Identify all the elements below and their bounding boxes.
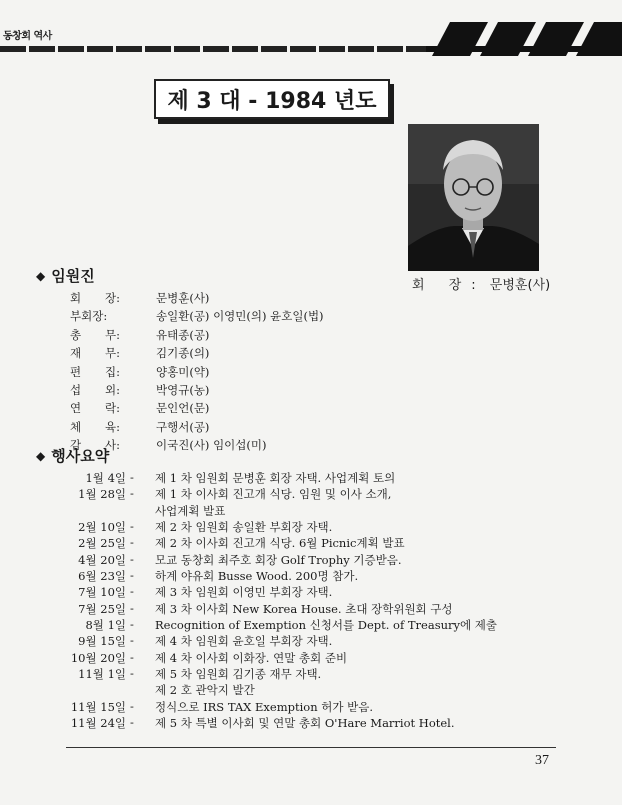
event-dash: - bbox=[130, 584, 134, 599]
event-dash: - bbox=[130, 486, 134, 501]
officer-row bbox=[70, 345, 430, 363]
officer-names: 송일환(공) 이영민(의) 윤호일(법) bbox=[156, 309, 324, 324]
section-label: 동창회 역사 bbox=[3, 31, 52, 42]
event-date: 8월 1일 bbox=[85, 618, 126, 633]
event-date: 4월 20일 bbox=[78, 552, 126, 567]
officer-names: 김기종(의) bbox=[156, 346, 210, 361]
officer-row bbox=[70, 364, 430, 382]
page-header bbox=[0, 0, 622, 70]
caption-name: 문병훈(사) bbox=[489, 278, 551, 293]
event-date: 2월 25일 bbox=[78, 536, 126, 551]
officer-row bbox=[70, 437, 430, 455]
event-date: 11월 15일 bbox=[70, 699, 126, 714]
event-dash: - bbox=[130, 666, 134, 681]
officer-role: 재 무: bbox=[70, 346, 120, 361]
event-description: 제 5 차 특별 이사회 및 연말 총회 O'Hare Marriot Hotel. bbox=[155, 716, 455, 731]
officer-row bbox=[70, 419, 430, 437]
officer-role: 총 무: bbox=[70, 327, 120, 342]
page-number: 37 bbox=[535, 753, 549, 768]
portrait-caption bbox=[412, 274, 550, 293]
officer-row bbox=[70, 290, 430, 308]
event-description: 제 1 차 이사회 진고개 식당. 임원 및 이사 소개, bbox=[155, 487, 392, 502]
officer-role: 연 락: bbox=[70, 401, 120, 416]
event-description: 모교 동창회 최주호 회장 Golf Trophy 기증받음. bbox=[155, 552, 402, 567]
event-dash: - bbox=[130, 715, 134, 730]
officer-role: 감 사: bbox=[70, 438, 120, 453]
event-description: 제 4 차 이사회 이화장. 연말 총회 준비 bbox=[155, 650, 348, 665]
event-description: 제 1 차 임원회 문병훈 회장 자택. 사업계획 토의 bbox=[155, 471, 396, 485]
event-description: 제 4 차 임원회 윤호일 부회장 자택. bbox=[155, 634, 333, 649]
diamond-bullet-icon: ◆ bbox=[36, 268, 46, 283]
event-date: 7월 10일 bbox=[78, 585, 126, 600]
footer-rule bbox=[66, 747, 556, 748]
officer-names: 박영규(농) bbox=[156, 382, 210, 397]
event-dash: - bbox=[130, 551, 134, 566]
event-description: 제 2 호 관악지 발간 bbox=[155, 683, 255, 698]
event-dash: - bbox=[130, 470, 134, 484]
event-dash: - bbox=[130, 535, 134, 550]
officers-heading bbox=[36, 265, 95, 286]
officer-names: 유태종(공) bbox=[156, 327, 210, 342]
event-description: 사업계획 발표 bbox=[155, 503, 226, 518]
header-rule bbox=[0, 46, 435, 52]
officers-heading-label: 임원진 bbox=[51, 267, 95, 285]
events-heading bbox=[36, 445, 109, 466]
event-description: 제 3 차 임원회 이영민 부회장 자택. bbox=[155, 585, 333, 600]
officer-role: 체 육: bbox=[70, 419, 120, 434]
officer-names: 양홍미(약) bbox=[156, 364, 210, 379]
event-date: 6월 23일 bbox=[78, 569, 126, 584]
event-date: 2월 10일 bbox=[78, 520, 126, 535]
event-dash: - bbox=[130, 600, 134, 615]
event-description: 제 5 차 임원회 김기종 재무 자택. bbox=[155, 667, 322, 682]
officer-names: 구행서(공) bbox=[156, 419, 210, 434]
event-date: 11월 1일 bbox=[78, 667, 126, 682]
event-date: 9월 15일 bbox=[78, 634, 126, 649]
header-decoration bbox=[426, 22, 622, 56]
event-dash: - bbox=[130, 519, 134, 534]
officers-list bbox=[70, 290, 430, 456]
event-dash: - bbox=[130, 698, 134, 713]
officer-row bbox=[70, 327, 430, 345]
event-description: Recognition of Exemption 신청서를 Dept. of Treasury에 제출 bbox=[155, 618, 497, 633]
event-description: 제 2 차 임원회 송일환 부회장 자택. bbox=[155, 520, 333, 535]
caption-role: 회 장: bbox=[412, 278, 486, 293]
officer-role: 섭 외: bbox=[70, 382, 120, 397]
event-description: 정식으로 IRS TAX Exemption 허가 받음. bbox=[155, 699, 373, 714]
officer-role: 편 집: bbox=[70, 364, 120, 379]
officer-row bbox=[70, 382, 430, 400]
events-heading-label: 행사요약 bbox=[51, 447, 110, 465]
diamond-bullet-icon: ◆ bbox=[36, 448, 46, 463]
officer-role: 회 장: bbox=[70, 291, 120, 305]
event-dash: - bbox=[130, 633, 134, 648]
event-date: 11월 24일 bbox=[70, 716, 126, 731]
event-description: 하계 야유회 Busse Wood. 200명 참가. bbox=[155, 569, 359, 584]
event-description: 제 3 차 이사회 New Korea House. 초대 장학위원회 구성 bbox=[155, 601, 453, 616]
event-date: 7월 25일 bbox=[78, 601, 126, 616]
event-description: 제 2 차 이사회 진고개 식당. 6월 Picnic계획 발표 bbox=[155, 536, 405, 551]
page-title: 제 3 대 - 1984 년도 bbox=[154, 79, 390, 119]
event-dash: - bbox=[130, 568, 134, 583]
president-portrait bbox=[408, 124, 539, 271]
officer-role: 부회장: bbox=[70, 309, 108, 324]
officer-names: 문병훈(사) bbox=[156, 291, 210, 305]
officer-names: 문인언(문) bbox=[156, 401, 210, 416]
event-dash: - bbox=[130, 649, 134, 664]
event-dash: - bbox=[130, 617, 134, 632]
event-date: 1월 4일 bbox=[85, 471, 126, 485]
officer-names: 이국진(사) 임이섭(미) bbox=[156, 438, 267, 453]
officer-row bbox=[70, 308, 430, 326]
event-date: 10월 20일 bbox=[70, 650, 126, 665]
officer-row bbox=[70, 400, 430, 418]
event-date: 1월 28일 bbox=[78, 487, 126, 502]
